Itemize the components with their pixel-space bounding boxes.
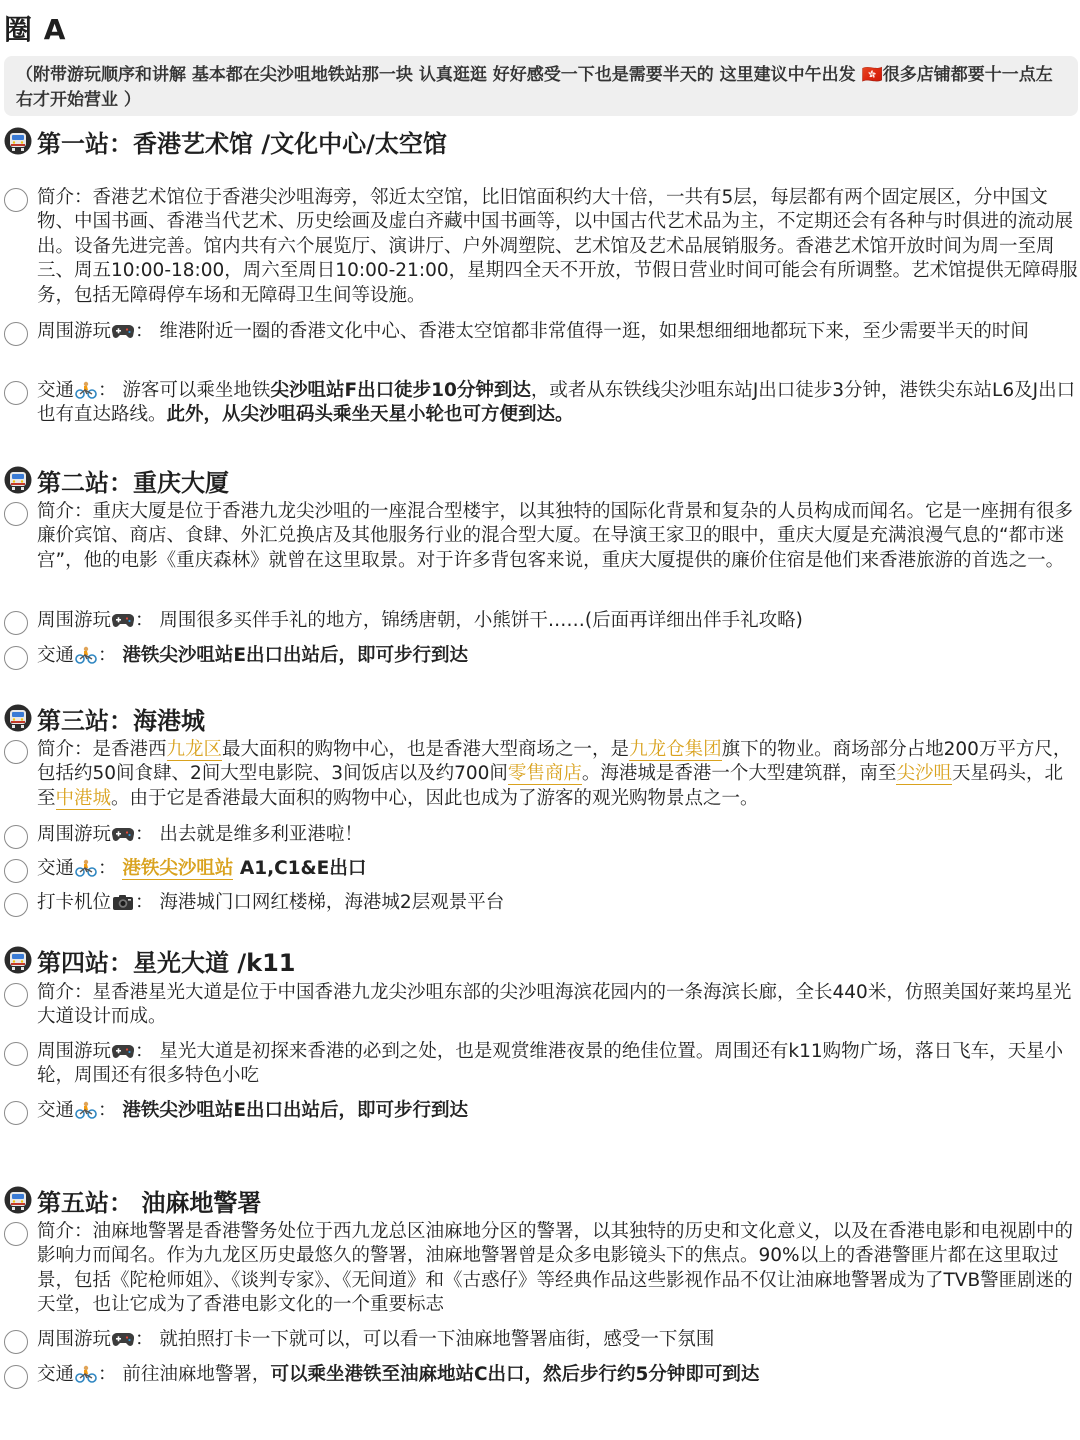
gamepad-icon	[112, 611, 134, 629]
page-title: 圈 A	[4, 13, 67, 46]
radio-checkbox[interactable]	[4, 188, 28, 212]
train-icon	[4, 1186, 32, 1214]
intro-item	[4, 186, 1080, 308]
intro-text: 旗下的物业。商场部分占地200万平方尺，包括约50间食肆、2间大型电影院、3间饭店以及约700间	[37, 739, 1072, 785]
around-text: 出去就是维多利亚港啦！	[159, 824, 363, 845]
station-title: 第一站：香港艺术馆 /文化中心/太空馆	[37, 129, 447, 158]
colon: ：	[135, 1329, 154, 1350]
radio-checkbox[interactable]	[4, 646, 28, 670]
bicycle-icon	[75, 381, 97, 399]
station-title: 第三站：海港城	[37, 706, 205, 735]
station-heading	[4, 463, 1078, 497]
around-item	[4, 823, 1080, 847]
around-label: 周围游玩	[37, 824, 112, 845]
colon: ：	[135, 610, 154, 631]
colon: ：	[98, 1364, 117, 1385]
station-4	[4, 943, 1078, 1121]
intro-text: 天星码头，北至	[37, 763, 1063, 809]
intro-label: 简介：	[37, 739, 93, 760]
wiki-link[interactable]: 港铁尖沙咀站	[122, 858, 234, 879]
radio-checkbox[interactable]	[4, 983, 28, 1007]
checkin-text: 海港城门口网红楼梯，海港城2层观景平台	[159, 892, 505, 913]
transport-text: 前往油麻地警署，	[122, 1364, 271, 1385]
around-label: 周围游玩	[37, 1041, 112, 1062]
checkin-label: 打卡机位	[37, 892, 112, 913]
radio-checkbox[interactable]	[4, 740, 28, 764]
colon: ：	[98, 1100, 117, 1121]
bicycle-icon	[75, 859, 97, 877]
radio-checkbox[interactable]	[4, 1222, 28, 1246]
station-2	[4, 463, 1078, 666]
intro-text: 是香港西	[92, 739, 167, 760]
gamepad-icon	[112, 825, 134, 843]
radio-checkbox[interactable]	[4, 611, 28, 635]
intro-text: 。海港城是香港一个大型建筑群，南至	[581, 763, 897, 785]
colon: ：	[98, 645, 117, 666]
colon: ：	[135, 321, 154, 342]
radio-checkbox[interactable]	[4, 381, 28, 405]
radio-checkbox[interactable]	[4, 825, 28, 849]
transport-label: 交通	[37, 380, 75, 401]
gamepad-icon	[112, 322, 134, 340]
around-text: 周围很多买伴手礼的地方，锦绣唐朝，小熊饼干……(后面再详细出伴手礼攻略)	[159, 610, 803, 631]
transport-text-bold: 港铁尖沙咀站E出口出站后，即可步行到达	[122, 645, 469, 666]
intro-item	[4, 500, 1080, 573]
transport-text-bold: 可以乘坐港铁至油麻地站C出口，然后步行约5分钟即可到达	[270, 1364, 760, 1385]
checkin-item	[4, 891, 1080, 915]
colon: ：	[135, 892, 154, 913]
train-icon	[4, 466, 32, 494]
intro-item	[4, 981, 1080, 1030]
intro-item	[4, 1220, 1080, 1318]
colon: ：	[98, 858, 117, 879]
intro-text: 星香港星光大道是位于中国香港九龙尖沙咀东部的尖沙咀海滨花园内的一条海滨长廊，全长440米，仿照美国好莱坞星光大道设计而成。	[37, 982, 1072, 1028]
wiki-link[interactable]: 九龙仓集团	[629, 739, 722, 760]
colon: ：	[135, 1041, 154, 1062]
train-icon	[4, 127, 32, 155]
transport-label: 交通	[37, 858, 75, 879]
wiki-link[interactable]: 中港城	[55, 787, 112, 809]
station-title: 第四站：星光大道 /k11	[37, 948, 296, 977]
radio-checkbox[interactable]	[4, 1365, 28, 1389]
station-heading	[4, 124, 1078, 158]
transport-label: 交通	[37, 1100, 75, 1121]
around-item	[4, 1328, 1080, 1352]
transport-label: 交通	[37, 1364, 75, 1385]
train-icon	[4, 946, 32, 974]
around-label: 周围游玩	[37, 610, 112, 631]
radio-checkbox[interactable]	[4, 322, 28, 346]
around-item	[4, 320, 1080, 344]
transport-item	[4, 644, 1080, 668]
radio-checkbox[interactable]	[4, 1042, 28, 1066]
intro-label: 简介：	[37, 982, 93, 1003]
around-text: 星光大道是初探来香港的必到之处，也是观赏维港夜景的绝佳位置。周围还有k11购物广场，落日飞车，天星小轮，周围还有很多特色小吃	[37, 1041, 1064, 1087]
station-1	[4, 124, 1078, 426]
transport-item	[4, 1099, 1080, 1123]
intro-note: （附带游玩顺序和讲解 基本都在尖沙咀地铁站那一块 认真逛逛 好好感受一下也是需要半天的 这里建议中午出发 🇭🇰很多店铺都要十一点左右才开始营业 ）	[4, 56, 1078, 116]
around-label: 周围游玩	[37, 321, 112, 342]
bicycle-icon	[75, 1101, 97, 1119]
gamepad-icon	[112, 1042, 134, 1060]
around-text: 就拍照打卡一下就可以，可以看一下油麻地警署庙街，感受一下氛围	[159, 1329, 715, 1350]
bicycle-icon	[75, 646, 97, 664]
station-3	[4, 701, 1078, 913]
intro-item	[4, 738, 1080, 811]
gamepad-icon	[112, 1330, 134, 1348]
transport-text-bold: A1,C1&E出口	[233, 858, 367, 879]
radio-checkbox[interactable]	[4, 859, 28, 883]
intro-text: 油麻地警署是香港警务处位于西九龙总区油麻地分区的警署，以其独特的历史和文化意义，以及在香港电影和电视剧中的影响力而闻名。作为九龙区历史最悠久的警署，油麻地警署曾是众多电影镜头下的焦点。90%以上的香港警匪片都在这里取过景，包括《陀枪师姐》、《谈判专家》、《无间道》和《古惑仔》等经典作品这些影视作品不仅让油麻地警署成为了TVB警匪剧迷的天堂，也让它成为了香港电影文化的一个重要标志	[37, 1221, 1074, 1316]
radio-checkbox[interactable]	[4, 1101, 28, 1125]
transport-text: 游客可以乘坐地铁	[122, 380, 271, 401]
station-heading	[4, 943, 1078, 977]
station-title: 第二站：重庆大厦	[37, 468, 229, 497]
station-heading	[4, 701, 1078, 735]
around-item	[4, 609, 1080, 633]
intro-text: 香港艺术馆位于香港尖沙咀海旁，邻近太空馆，比旧馆面积约大十倍，一共有5层，每层都有两个固定展区，分中国文物、中国书画、香港当代艺术、历史绘画及虚白齐藏中国书画等，以中国古代艺术品为主，不定期还会有各种与时俱进的流动展出。设备先进完善。馆内共有六个展览厅、演讲厅、户外凋塑院、艺术馆及艺术品展销服务。香港艺术馆开放时间为周一至周三、周五10:00-18:00，周六至周日10:00-21:00，星期四全天不开放，节假日营业时间可能会有所调整。艺术馆提供无障碍服务，包括无障碍停车场和无障碍卫生间等设施。	[37, 187, 1078, 306]
wiki-link[interactable]: 尖沙咀	[896, 763, 952, 785]
transport-text-bold: 此外，从尖沙咀码头乘坐天星小轮也可方便到达。	[166, 404, 574, 426]
transport-item	[4, 1363, 1080, 1387]
transport-label: 交通	[37, 645, 75, 666]
around-item	[4, 1040, 1080, 1089]
station-5	[4, 1183, 1078, 1385]
wiki-link[interactable]: 九龙区	[166, 739, 223, 760]
colon: ：	[98, 380, 117, 401]
around-text: 维港附近一圈的香港文化中心、香港太空馆都非常值得一逛，如果想细细地都玩下来，至少需要半天的时间	[159, 321, 1029, 342]
wiki-link[interactable]: 零售商店	[507, 763, 582, 785]
station-heading	[4, 1183, 1078, 1217]
transport-text-bold: 港铁尖沙咀站E出口出站后，即可步行到达	[122, 1100, 469, 1121]
bicycle-icon	[75, 1365, 97, 1383]
camera-icon	[112, 893, 134, 911]
intro-text: 最大面积的购物中心，也是香港大型商场之一，是	[222, 739, 630, 760]
intro-text: 。由于它是香港最大面积的购物中心，因此也成为了游客的观光购物景点之一。	[111, 787, 759, 809]
radio-checkbox[interactable]	[4, 1330, 28, 1354]
radio-checkbox[interactable]	[4, 502, 28, 526]
transport-text: ，或者从东铁线尖沙咀东站J出口徒步3分钟，港铁尖东站L6及J出口也有直达路线。	[37, 380, 1076, 426]
intro-label: 简介：	[37, 1221, 93, 1242]
intro-text: 重庆大厦是位于香港九龙尖沙咀的一座混合型楼宇，以其独特的国际化背景和复杂的人员构成而闻名。它是一座拥有很多廉价宾馆、商店、食肆、外汇兑换店及其他服务行业的混合型大厦。在导演王家卫的眼中，重庆大厦是充满浪漫气息的“都市迷宫”，他的电影《重庆森林》就曾在这里取景。对于许多背包客来说，重庆大厦提供的廉价住宿是他们来香港旅游的首选之一。	[37, 501, 1074, 571]
transport-text-bold: 尖沙咀站F出口徒步10分钟到达	[270, 380, 531, 401]
intro-label: 简介：	[37, 187, 93, 208]
colon: ：	[135, 824, 154, 845]
transport-item	[4, 857, 1080, 881]
station-title: 第五站： 油麻地警署	[37, 1188, 262, 1217]
around-label: 周围游玩	[37, 1329, 112, 1350]
transport-item	[4, 379, 1080, 428]
radio-checkbox[interactable]	[4, 893, 28, 917]
train-icon	[4, 704, 32, 732]
intro-label: 简介：	[37, 501, 93, 522]
